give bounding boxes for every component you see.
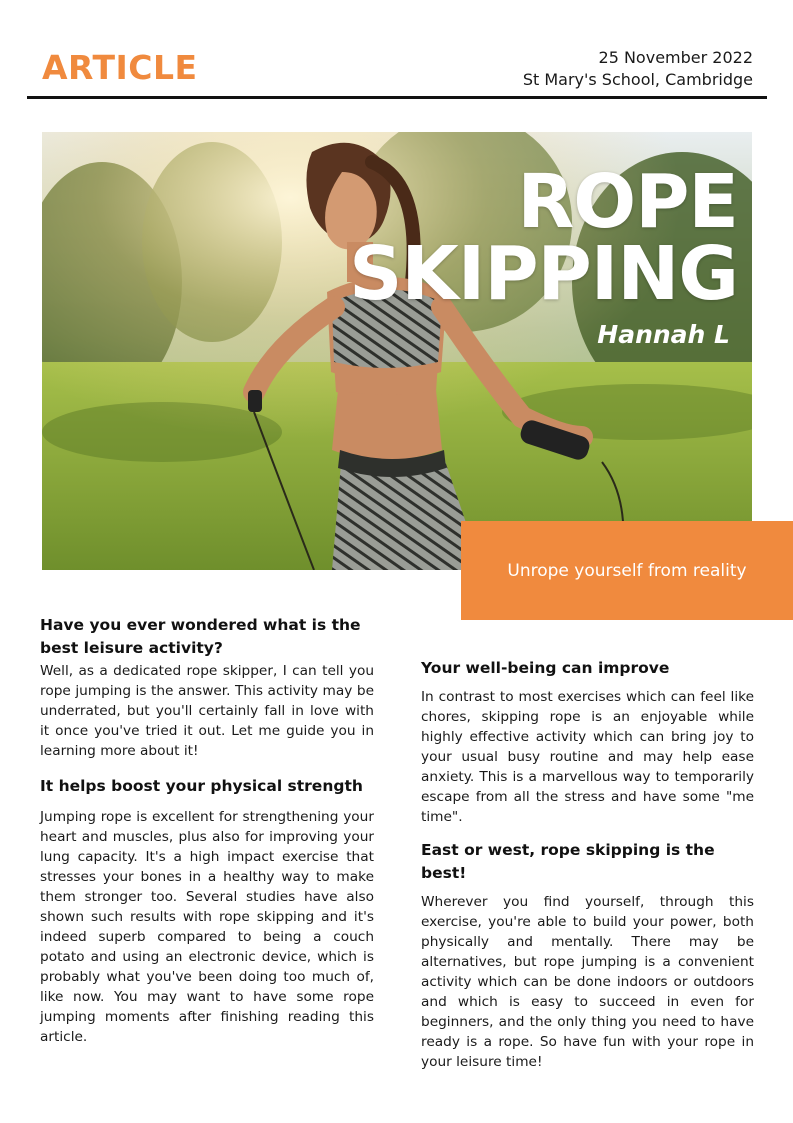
strength-paragraph: Jumping rope is excellent for strengthening your heart and muscles, plus also for improving your lung capacity. It's a high impact exercise that stresses your bones in a healthy way to make them stronger too. Several studies have also shown such results with rope skipping and it's indeed superb compared to being a couch potato and using an electronic device, which is probably what you've been doing too much of, like now. You may want to have some rope jumping moments after finishing reading this article. [40,809,374,1045]
article-location: St Mary's School, Cambridge [522,70,753,89]
intro-paragraph: Well, as a dedicated rope skipper, I can tell you rope jumping is the answer. This activity may be underrated, but you'll certainly fall in love with it once you've tried it out. Let me guide you in learning more about it! [40,663,374,759]
article-meta [523,47,753,91]
best-paragraph: Wherever you find yourself, through this exercise, you're able to build your power, both physically and mentally. There may be alternatives, but rope jumping is a convenient activity which can be done indoors or outdoors and which is easy to succeed in even for beginners, and the only thing you need to have ready is a rope. So have fun with your rope in your leisure time! [421,894,754,1070]
article-date: 25 November 2022 [598,48,753,67]
strength-heading: It helps boost your physical strength [40,777,363,795]
hero-title [349,159,738,317]
hero-image [42,132,752,570]
wellbeing-heading: Your well-being can improve [421,659,670,677]
header-divider [27,96,767,99]
wellbeing-paragraph: In contrast to most exercises which can feel like chores, skipping rope is an enjoyable while highly effective activity which can bring joy to your usual busy routine and may help ease anxiety. This is a marvellous way to temporarily escape from all the stress and have some "me time". [421,689,754,825]
author-name: Hannah L [597,320,730,349]
intro-heading: Have you ever wondered what is the best leisure activity? [40,616,361,657]
article-label: ARTICLE [42,48,198,87]
best-heading: East or west, rope skipping is the best! [421,841,715,882]
right-column [421,657,754,1072]
left-column [40,614,374,1047]
hero-title-line-2: SKIPPING [349,231,738,317]
tagline-banner: Unrope yourself from reality [461,521,793,620]
hero-title-line-1: ROPE [517,159,738,245]
